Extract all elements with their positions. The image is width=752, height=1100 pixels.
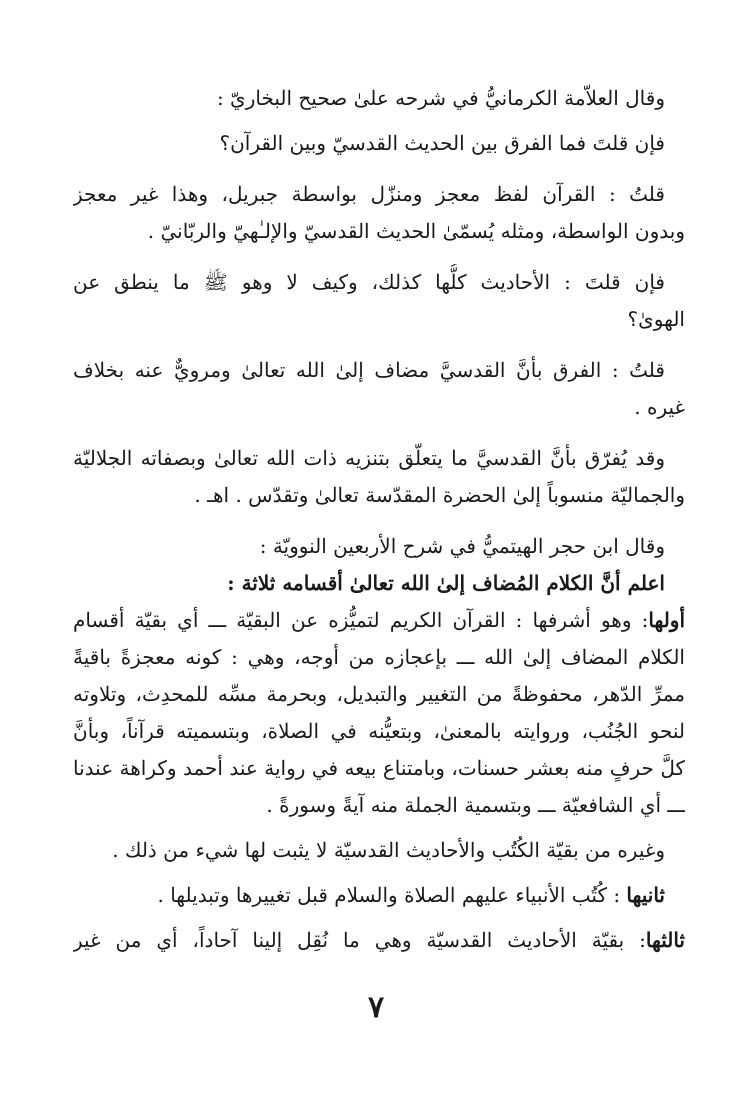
paragraph-first-type xyxy=(73,602,685,824)
text-line: قلتُ : الفرق بأنَّ القدسيَّ مضاف إلىٰ الله تعالىٰ ومرويٌّ عنه بخلاف xyxy=(73,358,665,382)
paragraph-second-type xyxy=(73,877,685,914)
text-line xyxy=(73,877,665,914)
text-line: والجماليّة منسوباً إلىٰ الحضرة المقدّسة تعالىٰ وتقدّس . اهـ . xyxy=(194,483,685,507)
paragraph-answer-2 xyxy=(73,352,685,426)
text-line: قلتُ : القرآن لفظ معجز ومنزّل بواسطة جبريل، وهذا غير معجز xyxy=(73,182,665,206)
text-line: وغيره من بقيّة الكُتُب والأحاديث القدسيّة لا يثبت لها شيء من ذلك . xyxy=(112,838,665,862)
text-line: الكلام المضاف إلىٰ الله ـــ بإعجازه من أوجه، وهي : كونه معجزةً باقيةً xyxy=(73,645,685,669)
item-label-third: ثالثها xyxy=(645,928,685,952)
text-line: ممرِّ الدّهر، محفوظةً من التغيير والتبديل، وبحرمة مسِّه للمحدِث، وتلاوته xyxy=(73,682,685,706)
text-line: لنحو الجُنُب، وروايته بالمعنىٰ، وبتعيُّنه في الصلاة، وبتسميته قرآناً، وبأنَّ xyxy=(73,719,685,743)
text-line: فإن قلتَ : الأحاديث كلُّها كذلك، وكيف لا وهو ﷺ ما ينطق عن xyxy=(73,270,665,294)
text-line: وقال العلاّمة الكرمانيُّ في شرحه علىٰ صحيح البخاريّ : xyxy=(216,86,665,110)
text-line: وقد يُفرّق بأنَّ القدسيَّ ما يتعلّق بتنزيه ذات الله تعالىٰ وبصفاته الجلاليّة xyxy=(73,446,665,470)
main-text xyxy=(73,80,685,959)
paragraph-kirmani-intro xyxy=(73,80,685,117)
paragraph-distinction xyxy=(73,440,685,514)
item-label-second: ثانيها xyxy=(626,883,665,907)
text-line: كلَّ حرفٍ منه بعشر حسنات، وبامتناع بيعه في رواية عند أحمد وكراهة عندنا xyxy=(73,756,685,780)
paragraph-three-types-heading xyxy=(73,565,685,602)
item-label-first: أولها xyxy=(648,608,685,632)
paragraph-others xyxy=(73,832,685,869)
paragraph-question-1 xyxy=(73,125,685,162)
paragraph-question-2 xyxy=(73,264,685,338)
paragraph-haytami-intro xyxy=(73,528,685,565)
item-text: : كُتُب الأنبياء عليهم الصلاة والسلام قبل تغييرها وتبديلها . xyxy=(157,883,621,907)
item-text: : بقيّة الأحاديث القدسيّة وهي ما نُقِل إلينا آحاداً، أي من غير xyxy=(73,928,646,952)
paragraph-answer-1 xyxy=(73,176,685,250)
text-line: وقال ابن حجر الهيتميُّ في شرح الأربعين النوويّة : xyxy=(259,534,665,558)
text-line: غيره . xyxy=(634,395,685,419)
page-number: ٧ xyxy=(367,990,385,1025)
text-line: ـــ أي الشافعيّة ـــ وبتسمية الجملة منه آيةً وسورةً . xyxy=(266,793,685,817)
text-line: وبدون الواسطة، ومثله يُسمّىٰ الحديث القدسيّ والإلـٰهيّ والربّانيّ . xyxy=(147,219,685,243)
item-text: : وهو أشرفها : القرآن الكريم لتميُّزه عن البقيّة ـــ أي بقيّة أقسام xyxy=(73,608,649,632)
section-heading: اعلم أنَّ الكلام المُضاف إلىٰ الله تعالىٰ أقسامه ثلاثة : xyxy=(227,571,665,595)
text-line: الهوىٰ؟ xyxy=(627,307,685,331)
text-line xyxy=(73,602,685,639)
paragraph-third-type xyxy=(73,922,685,959)
text-line: فإن قلتَ فما الفرق بين الحديث القدسيّ وبين القرآن؟ xyxy=(219,131,665,155)
text-line xyxy=(73,922,685,959)
